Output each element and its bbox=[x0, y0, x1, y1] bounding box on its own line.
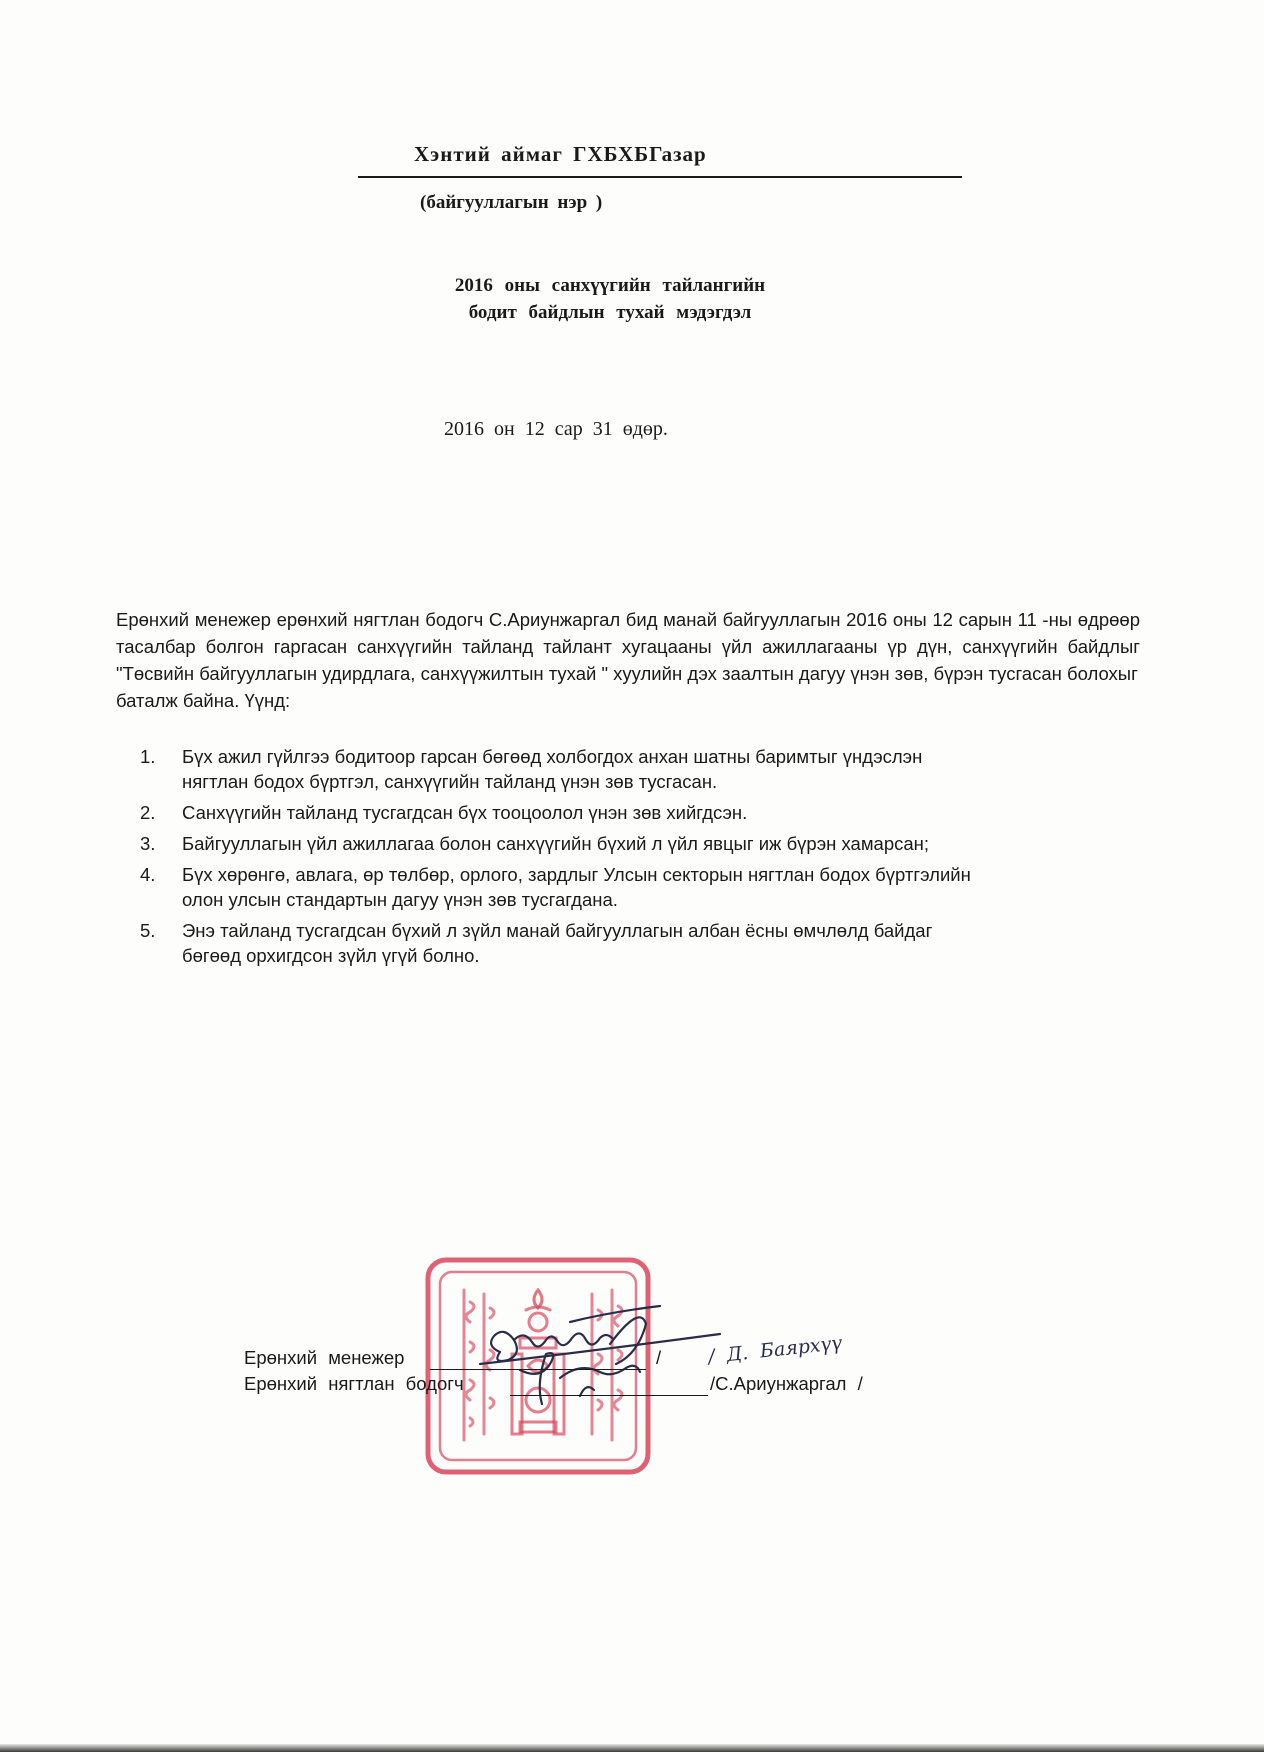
document-title-line-2: бодит байдлын тухай мэдэгдэл bbox=[468, 302, 752, 323]
organization-name-caption: (байгууллагын нэр ) bbox=[420, 192, 603, 213]
document-date: 2016 он 12 сар 31 өдөр. bbox=[444, 418, 668, 440]
manager-signature-line bbox=[430, 1369, 646, 1370]
manager-slash: / bbox=[656, 1347, 662, 1368]
scan-edge-shadow bbox=[0, 1744, 1264, 1752]
list-item-text-continued: нягтлан бодох бүртгэл, санхүүгийн тайланд үнэн зөв тусгасан. bbox=[182, 771, 718, 792]
list-item bbox=[116, 862, 1140, 912]
list-item-text: Бүх хөрөнгө, авлага, өр төлбөр, орлого, зардлыг Улсын секторын нягтлан бодох бүртгэлийн bbox=[182, 864, 971, 885]
list-item-number: 3. bbox=[140, 833, 156, 854]
list-item-text: Санхүүгийн тайланд тусгагдсан бүх тооцоолол үнэн зөв хийгдсэн. bbox=[182, 802, 748, 823]
list-item-text-continued: олон улсын стандартын дагуу үнэн зөв тусгагдана. bbox=[182, 889, 618, 910]
list-item bbox=[116, 918, 1140, 968]
list-item-number: 5. bbox=[140, 920, 156, 941]
manager-handwritten-name: / Д. Баярхүү bbox=[707, 1332, 844, 1368]
statement-paragraph-tail: баталж байна. Үүнд: bbox=[116, 690, 291, 711]
statement-paragraph: Ерөнхий менежер ерөнхий нягтлан бодогч С.Ариунжаргал бид манай байгууллагын 2016 оны 12 сарын 11 -ны өдрөөр тасалбар болгон гаргасан санхүүгийн тайланд тайлант хугацааны үйл ажиллагааны үр дүн, санхүүгийн байдлыг "Төсвийн байгууллагын удирдлага, санхүүжилтын тухай " хуулийн дэх заалтын дагуу үнэн зөв, бүрэн тусгасан болохыг bbox=[116, 609, 1140, 684]
list-item-text: Байгууллагын үйл ажиллагаа болон санхүүгийн бүхий л үйл явцыг иж бүрэн хамарсан; bbox=[182, 833, 930, 854]
list-item bbox=[116, 831, 1140, 856]
list-item-text: Энэ тайланд тусгагдсан бүхий л зүйл манай байгууллагын албан ёсны өмчлөлд байдаг bbox=[182, 920, 933, 941]
statement-list bbox=[116, 744, 1140, 974]
list-item-text-continued: бөгөөд орхигдсон зүйл үгүй болно. bbox=[182, 945, 480, 966]
accountant-name: /С.Ариунжаргал / bbox=[710, 1373, 863, 1394]
document-title bbox=[380, 272, 840, 326]
manager-label: Ерөнхий менежер bbox=[244, 1347, 405, 1368]
list-item-number: 2. bbox=[140, 802, 156, 823]
document-title-line-1: 2016 оны санхүүгийн тайлангийн bbox=[454, 275, 766, 296]
organization-name-underline bbox=[358, 176, 962, 178]
list-item-number: 4. bbox=[140, 864, 156, 885]
accountant-signature-line bbox=[510, 1395, 708, 1396]
list-item-text: Бүх ажил гүйлгээ бодитоор гарсан бөгөөд холбогдох анхан шатны баримтыг үндэслэн bbox=[182, 746, 923, 767]
list-item bbox=[116, 800, 1140, 825]
organization-name: Хэнтий аймаг ГХБХБГазар bbox=[414, 142, 707, 166]
list-item bbox=[116, 744, 1140, 794]
statement-body bbox=[116, 606, 1140, 714]
signature-row-accountant bbox=[244, 1371, 964, 1397]
accountant-label: Ерөнхий нягтлан бодогч bbox=[244, 1373, 464, 1394]
list-item-number: 1. bbox=[140, 746, 156, 767]
signature-block bbox=[244, 1332, 964, 1397]
signature-row-manager bbox=[244, 1332, 964, 1371]
